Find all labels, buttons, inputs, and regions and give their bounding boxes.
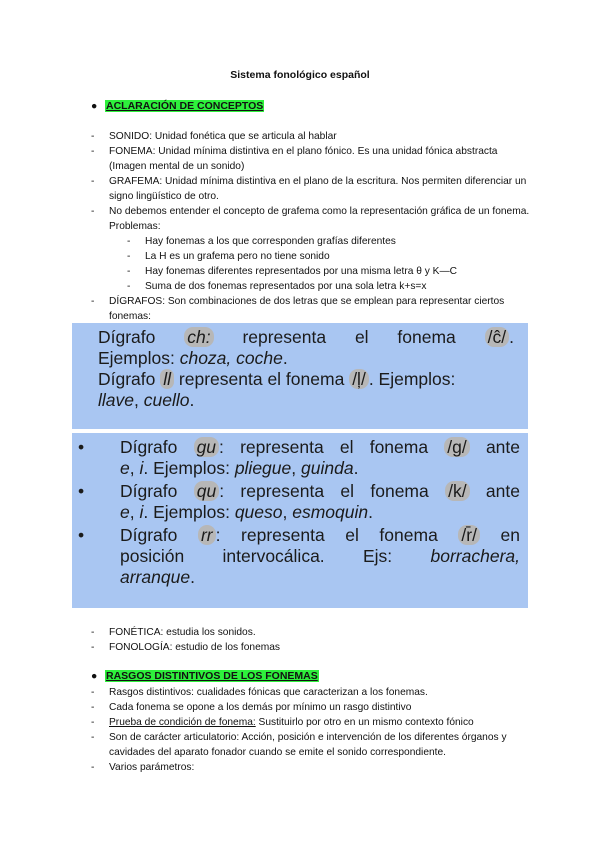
- list-item: - Rasgos distintivos: cualidades fónicas que caracterizan a los fonemas.: [91, 685, 531, 700]
- text: : representa el fonema: [215, 525, 438, 545]
- example: guinda: [301, 458, 354, 478]
- box-line: [98, 390, 514, 411]
- heading-text: ACLARACIÓN DE CONCEPTOS: [106, 100, 264, 112]
- word: Dígrafo: [120, 481, 178, 501]
- section-heading-rasgos: [91, 670, 319, 682]
- study-list: [91, 625, 531, 655]
- phoneme-mark: /ĉ/: [485, 327, 509, 347]
- text: representa el fonema: [242, 327, 456, 347]
- list-item: - La H es un grafema pero no tiene sonido: [127, 249, 531, 264]
- heading-text: RASGOS DISTINTIVOS DE LOS FONEMAS: [106, 670, 318, 682]
- digraph-mark: gu: [194, 437, 219, 457]
- rasgos-list: [91, 685, 531, 775]
- text: . Ejemplos:: [143, 458, 230, 478]
- digraph-mark: qu: [194, 481, 219, 501]
- list-item: - FONÉTICA: estudia los sonidos.: [91, 625, 531, 640]
- box-line: [120, 502, 520, 523]
- text: . Ejemplos:: [143, 502, 230, 522]
- prueba-text: Sustituirlo por otro en un mismo contexto fónico: [255, 717, 474, 728]
- word: Dígrafo: [98, 327, 156, 347]
- phoneme-mark: /g/: [444, 437, 469, 457]
- list-item-text: No debemos entender el concepto de grafema como la representación gráfica de un fonema. Problemas:: [109, 206, 530, 232]
- example: esmoquin: [292, 502, 369, 522]
- bullet-icon: ●: [91, 100, 98, 112]
- vowel: e: [120, 502, 130, 522]
- box-line: [120, 458, 520, 479]
- example: pliegue: [234, 458, 292, 478]
- list-item: - Son de carácter articulatorio: Acción, posición e intervención de los diferentes órganos y cavidades del aparato fonador cuando se emite el sonido correspondiente.: [91, 730, 531, 760]
- digraph-bullet-list: [78, 437, 520, 588]
- text: ante: [485, 437, 520, 457]
- example: choza, coche: [179, 348, 283, 368]
- example: arranque: [120, 567, 191, 587]
- box-line: [120, 525, 520, 546]
- text: ,: [129, 458, 135, 478]
- phoneme-mark: /k/: [445, 481, 469, 501]
- example: queso: [234, 502, 283, 522]
- list-item: - Varios parámetros:: [91, 760, 531, 775]
- vowel: i: [139, 458, 144, 478]
- box-line: [120, 437, 520, 458]
- list-item: [78, 437, 520, 479]
- text: ,: [129, 502, 135, 522]
- text: .: [282, 348, 288, 368]
- list-item: - GRAFEMA: Unidad mínima distintiva en el plano de la escritura. Nos permiten diferenciar un signo lingüístico de otro.: [91, 174, 531, 204]
- section-heading-conceptos: [91, 100, 264, 112]
- example: borrachera,: [430, 546, 520, 566]
- vowel: i: [139, 502, 144, 522]
- text: ,: [291, 458, 297, 478]
- list-item: - Cada fonema se opone a los demás por mínimo un rasgo distintivo: [91, 700, 531, 715]
- box-line: [98, 369, 514, 390]
- list-item: - Hay fonemas a los que corresponden grafías diferentes: [127, 234, 531, 249]
- text: representa el fonema: [178, 369, 345, 389]
- bullet-icon: ●: [91, 670, 98, 682]
- page-title: Sistema fonológico español: [230, 69, 370, 81]
- box-line: [120, 546, 520, 567]
- list-item: - DÍGRAFOS: Son combinaciones de dos letras que se emplean para representar ciertos fonemas:: [91, 294, 531, 324]
- text: . Ejemplos:: [368, 369, 456, 389]
- digraph-mark: ll: [160, 369, 174, 389]
- prueba-label: Prueba de condición de fonema:: [109, 717, 256, 728]
- list-item: - FONOLOGÍA: estudio de los fonemas: [91, 640, 531, 655]
- word: Dígrafo: [98, 369, 156, 389]
- text: .: [189, 390, 195, 410]
- concepts-list: [91, 129, 531, 324]
- text: ,: [134, 390, 139, 410]
- digraph-mark: ch:: [184, 327, 213, 347]
- text: Ejemplos:: [98, 348, 175, 368]
- list-item: - FONEMA: Unidad mínima distintiva en el plano fónico. Es una unidad fónica abstracta (Imagen mental de un sonido): [91, 144, 531, 174]
- example: cuello: [143, 390, 190, 410]
- text: : representa el fonema: [219, 437, 429, 457]
- text: .: [509, 327, 514, 347]
- list-item: [78, 481, 520, 523]
- box-line: [98, 327, 514, 348]
- digraph-mark: rr: [198, 525, 216, 545]
- text: .: [368, 502, 374, 522]
- text: .: [353, 458, 359, 478]
- box-line: [120, 481, 520, 502]
- list-item: - Hay fonemas diferentes representados por una misma letra θ y K—C: [127, 264, 531, 279]
- text: ante: [485, 481, 520, 501]
- phoneme-mark: /ļ/: [349, 369, 369, 389]
- box-line: [120, 567, 520, 588]
- phoneme-mark: /r̄/: [458, 525, 480, 545]
- word: Dígrafo: [120, 525, 178, 545]
- list-item: [91, 715, 531, 730]
- list-item: [78, 525, 520, 588]
- list-item: [91, 204, 531, 294]
- text: en: [500, 525, 520, 545]
- vowel: e: [120, 458, 130, 478]
- box-line: [98, 348, 514, 369]
- example: llave: [98, 390, 134, 410]
- text: .: [190, 567, 195, 587]
- digraph-box-ch-ll: [72, 323, 528, 429]
- text: : representa el fonema: [219, 481, 429, 501]
- problems-list: [109, 234, 531, 294]
- text: ,: [282, 502, 288, 522]
- digraph-box-gu-qu-rr: [72, 433, 528, 608]
- list-item: - Suma de dos fonemas representados por una sola letra k+s=x: [127, 279, 531, 294]
- text: posición intervocálica. Ejs:: [120, 546, 393, 566]
- list-item: - SONIDO: Unidad fonética que se articula al hablar: [91, 129, 531, 144]
- word: Dígrafo: [120, 437, 178, 457]
